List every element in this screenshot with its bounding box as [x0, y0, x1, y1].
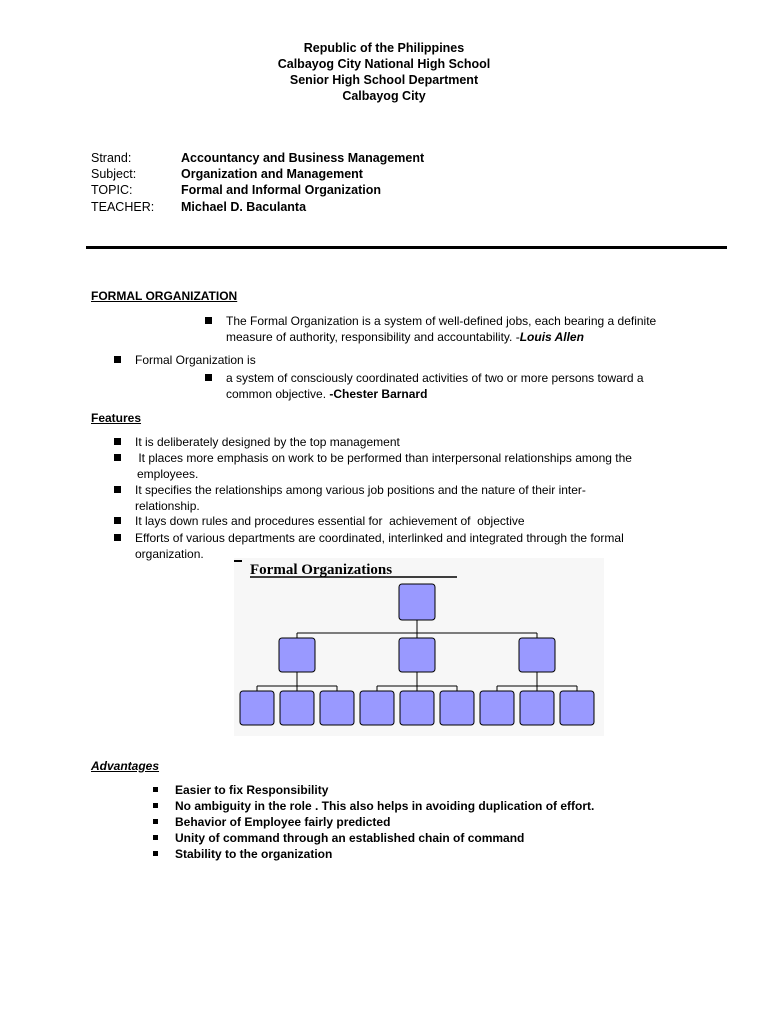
header-city: Calbayog City — [342, 89, 426, 103]
bullet-square-icon — [114, 534, 121, 541]
bullet-square-icon — [114, 454, 121, 461]
feature-item: It is deliberately designed by the top management — [135, 435, 400, 449]
meta-label: TEACHER: — [91, 200, 155, 214]
org-box-leaf — [360, 691, 394, 725]
header-country: Republic of the Philippines — [303, 41, 465, 55]
meta-value: Accountancy and Business Management — [181, 151, 425, 165]
definition-barnard-line2 — [226, 386, 427, 402]
author-allen: Louis Allen — [519, 330, 584, 344]
bullet-small-square-icon — [153, 835, 158, 840]
org-box-middle — [399, 638, 435, 672]
section-heading-formal: FORMAL ORGANIZATION — [91, 289, 238, 303]
meta-value: Formal and Informal Organization — [181, 183, 382, 197]
header-school: Calbayog City National High School — [277, 57, 491, 71]
bullet-small-square-icon — [153, 851, 158, 856]
bullet-small-square-icon — [153, 819, 158, 824]
advantage-item: Easier to fix Responsibility — [175, 783, 329, 797]
feature-item-continued: employees. — [137, 467, 199, 481]
org-chart-diagram — [234, 558, 604, 736]
org-box-middle — [519, 638, 555, 672]
meta-label: TOPIC: — [91, 183, 133, 197]
org-box-top — [399, 584, 435, 620]
feature-item: It lays down rules and procedures essential for achievement of objective — [135, 514, 525, 528]
org-box-leaf — [400, 691, 434, 725]
section-heading-advantages: Advantages — [91, 759, 160, 773]
diagram-title: Formal Organizations — [250, 562, 393, 578]
org-box-leaf — [280, 691, 314, 725]
org-box-leaf — [480, 691, 514, 725]
advantage-item: Behavior of Employee fairly predicted — [175, 815, 391, 829]
org-box-leaf — [320, 691, 354, 725]
bullet-square-icon — [205, 317, 212, 324]
bullet-square-icon — [114, 438, 121, 445]
feature-item: It places more emphasis on work to be performed than interpersonal relationships among the — [135, 451, 632, 465]
advantage-item: No ambiguity in the role . This also helps in avoiding duplication of effort. — [175, 799, 595, 813]
bullet-square-icon — [205, 374, 212, 381]
meta-label: Strand: — [91, 151, 132, 165]
org-box-middle — [279, 638, 315, 672]
diagram-mark — [234, 560, 242, 562]
definition-text: common objective. — [226, 387, 330, 401]
feature-item: Efforts of various departments are coordinated, interlinked and integrated through the formal — [135, 531, 624, 545]
definition-intro: Formal Organization is — [135, 353, 256, 367]
bullet-small-square-icon — [153, 787, 158, 792]
author-barnard: -Chester Barnard — [329, 387, 428, 401]
org-box-leaf — [520, 691, 554, 725]
org-box-leaf — [560, 691, 594, 725]
meta-label: Subject: — [91, 167, 137, 181]
horizontal-rule — [86, 246, 727, 249]
advantage-item: Unity of command through an established chain of command — [175, 831, 525, 845]
definition-allen-line2 — [226, 329, 584, 345]
header-department: Senior High School Department — [289, 73, 479, 87]
feature-item-continued: organization. — [135, 547, 204, 561]
definition-barnard-line1: a system of consciously coordinated activities of two or more persons toward a — [226, 371, 644, 385]
org-box-leaf — [240, 691, 274, 725]
definition-allen-line1: The Formal Organization is a system of well-defined jobs, each bearing a definite — [226, 314, 657, 328]
feature-item-continued: relationship. — [135, 499, 200, 513]
feature-item: It specifies the relationships among various job positions and the nature of their inter- — [135, 483, 586, 497]
org-box-leaf — [440, 691, 474, 725]
advantage-item: Stability to the organization — [175, 847, 333, 861]
bullet-square-icon — [114, 486, 121, 493]
meta-value: Organization and Management — [181, 167, 363, 181]
definition-text: measure of authority, responsibility and accountability. - — [226, 330, 520, 344]
bullet-square-icon — [114, 517, 121, 524]
bullet-square-icon — [114, 356, 121, 363]
section-heading-features: Features — [91, 411, 142, 425]
meta-value: Michael D. Baculanta — [181, 200, 307, 214]
bullet-small-square-icon — [153, 803, 158, 808]
